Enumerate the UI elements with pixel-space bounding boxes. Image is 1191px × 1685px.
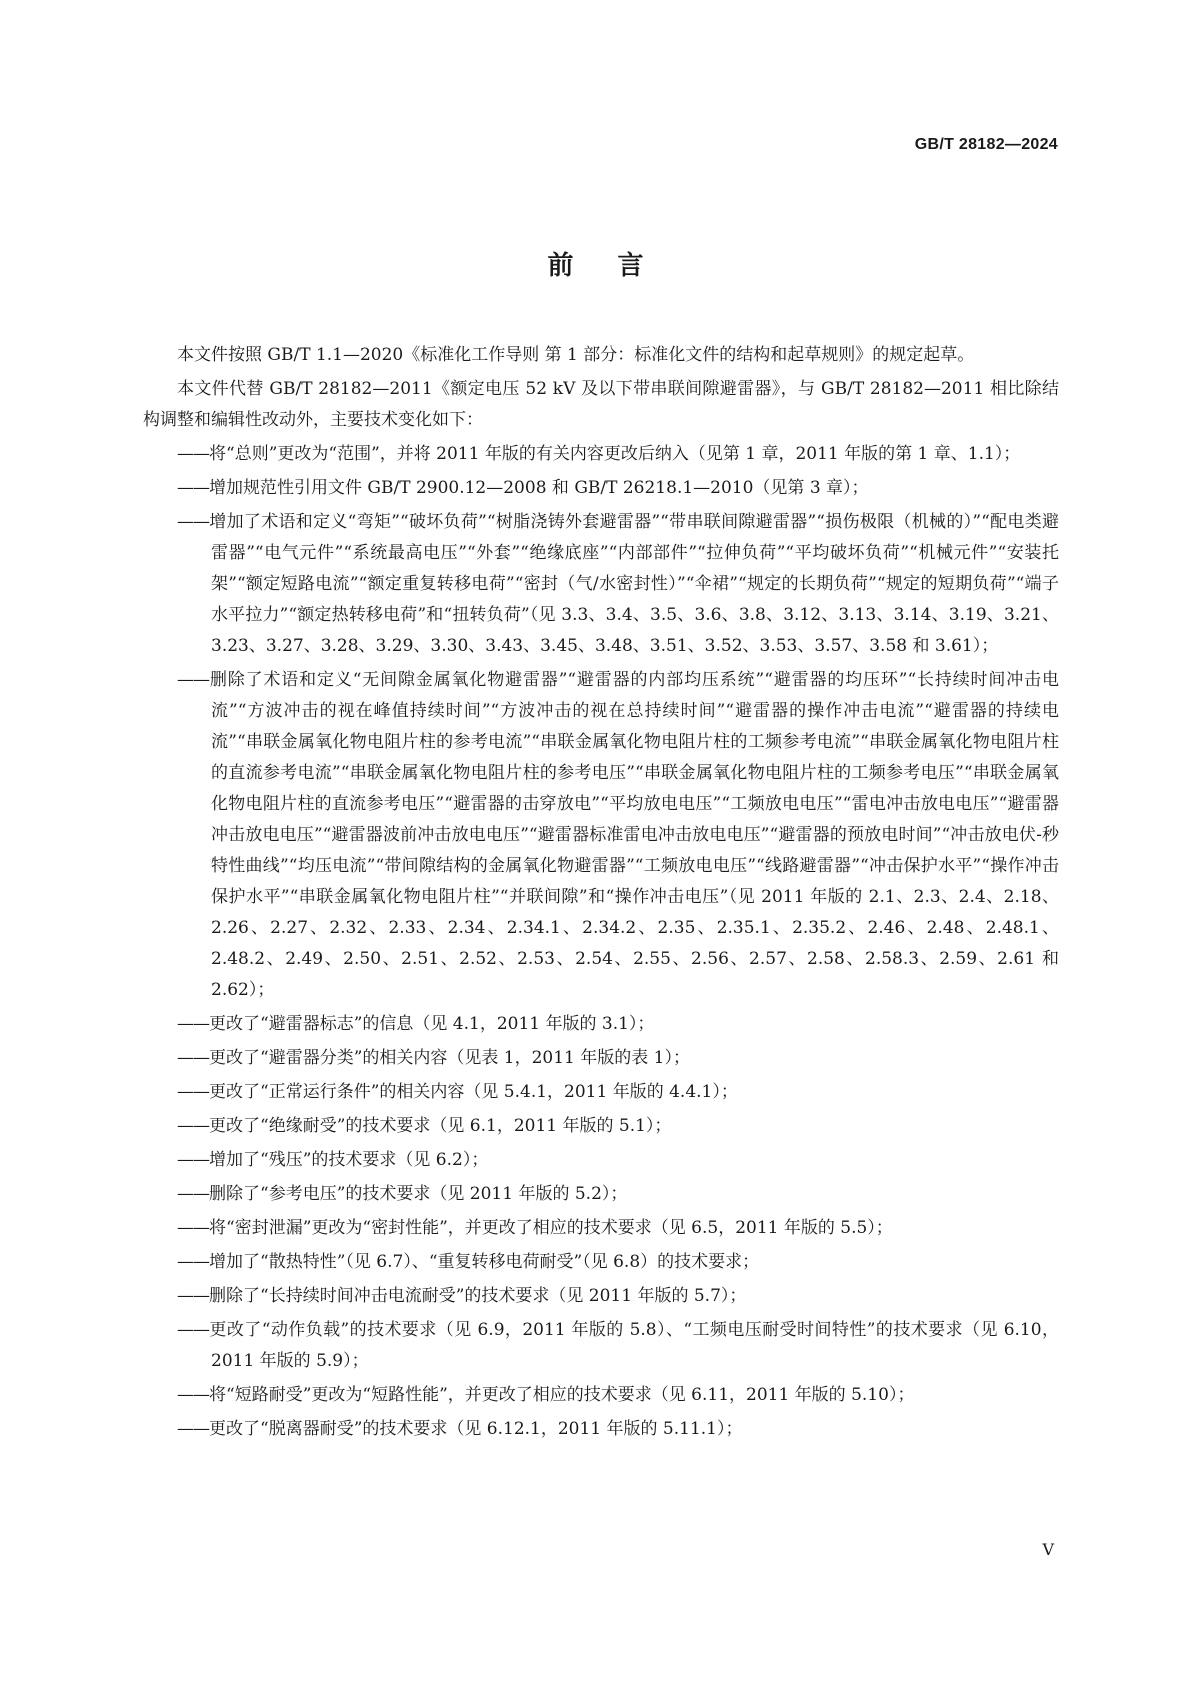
change-item	[143, 1111, 1059, 1142]
change-item-text: 更改了“避雷器分类”的相关内容（见表 1，2011 年版的表 1）；	[209, 1048, 690, 1068]
change-item-text: 增加了“散热特性”（见 6.7）、“重复转移电荷耐受”（见 6.8）的技术要求；	[209, 1252, 760, 1272]
change-item	[143, 1380, 1059, 1411]
change-item	[143, 507, 1059, 662]
dash-marker: ——	[177, 670, 209, 690]
document-id: GB/T 28182—2024	[914, 136, 1058, 153]
change-item-text: 更改了“避雷器标志”的信息（见 4.1，2011 年版的 3.1）；	[209, 1014, 655, 1034]
page-title: 前言	[547, 251, 688, 281]
paragraph-replacement-note: 本文件代替 GB/T 28182—2011《额定电压 52 kV 及以下带串联间隙避雷器》，与 GB/T 28182—2011 相比除结构调整和编辑性改动外，主要技术变化如下：	[143, 379, 1059, 430]
change-item-text: 将“总则”更改为“范围”，并将 2011 年版的有关内容更改后纳入（见第 1 章，2011 年版的第 1 章、1.1）；	[209, 444, 1021, 464]
foreword-body	[143, 340, 1059, 1448]
dash-marker: ——	[177, 1014, 209, 1034]
change-item	[143, 1179, 1059, 1210]
dash-marker: ——	[177, 1320, 209, 1340]
change-item-text: 更改了“脱离器耐受”的技术要求（见 6.12.1，2011 年版的 5.11.1）；	[209, 1419, 743, 1439]
change-item-text: 增加了术语和定义“弯矩”“破坏负荷”“树脂浇铸外套避雷器”“带串联间隙避雷器”“损伤极限（机械的）”“配电类避雷器”“电气元件”“系统最高电压”“外套”“绝缘底座”“内部部件”“拉伸负荷”“平均破坏负荷”“机械元件”“安装托架”“额定短路电流”“额定重复转移电荷”“密封（气/水密封性）”“伞裙”“规定的长期负荷”“规定的短期负荷”“端子水平拉力”“额定热转移电荷”和“扭转负荷”（见 3.3、3.4、3.5、3.6、3.8、3.12、3.13、3.14、3.19、3.21、3.23、3.27、3.28、3.29、3.30、3.43、3.45、3.48、3.51、3.52、3.53、3.57、3.58 和 3.61）；	[209, 512, 1059, 656]
change-item-text: 删除了“参考电压”的技术要求（见 2011 年版的 5.2）；	[209, 1184, 628, 1204]
change-item-text: 更改了“动作负载”的技术要求（见 6.9，2011 年版的 5.8）、“工频电压耐受时间特性”的技术要求（见 6.10，2011 年版的 5.9）；	[209, 1320, 1059, 1371]
dash-marker: ——	[177, 512, 209, 532]
dash-marker: ——	[177, 1419, 209, 1439]
page-number: V	[1042, 1540, 1054, 1559]
change-item	[143, 1247, 1059, 1278]
dash-marker: ——	[177, 1150, 209, 1170]
change-item-text: 删除了“长持续时间冲击电流耐受”的技术要求（见 2011 年版的 5.7）；	[209, 1286, 747, 1306]
dash-marker: ——	[177, 1218, 209, 1238]
change-item-text: 增加规范性引用文件 GB/T 2900.12—2008 和 GB/T 26218.1—2010（见第 3 章）；	[209, 478, 869, 498]
change-item	[143, 1281, 1059, 1312]
dash-marker: ——	[177, 1048, 209, 1068]
change-item	[143, 473, 1059, 504]
change-item	[143, 1213, 1059, 1244]
change-item	[143, 439, 1059, 470]
change-item-text: 将“短路耐受”更改为“短路性能”，并更改了相应的技术要求（见 6.11，2011 年版的 5.10）；	[209, 1385, 915, 1405]
change-item	[143, 1077, 1059, 1108]
change-item-text: 删除了术语和定义“无间隙金属氧化物避雷器”“避雷器的内部均压系统”“避雷器的均压环”“长持续时间冲击电流”“方波冲击的视在峰值持续时间”“方波冲击的视在总持续时间”“避雷器的操作冲击电流”“避雷器的持续电流”“串联金属氧化物电阻片柱的参考电流”“串联金属氧化物电阻片柱的工频参考电流”“串联金属氧化物电阻片柱的直流参考电流”“串联金属氧化物电阻片柱的参考电压”“串联金属氧化物电阻片柱的工频参考电压”“串联金属氧化物电阻片柱的直流参考电压”“避雷器的击穿放电”“平均放电电压”“工频放电电压”“雷电冲击放电电压”“避雷器冲击放电电压”“避雷器波前冲击放电电压”“避雷器标准雷电冲击放电电压”“避雷器的预放电时间”“冲击放电伏-秒特性曲线”“均压电流”“带间隙结构的金属氧化物避雷器”“工频放电电压”“线路避雷器”“冲击保护水平”“操作冲击保护水平”“串联金属氧化物电阻片柱”“并联间隙”和“操作冲击电压”（见 2011 年版的 2.1、2.3、2.4、2.18、2.26、2.27、2.32、2.33、2.34、2.34.1、2.34.2、2.35、2.35.1、2.35.2、2.46、2.48、2.48.1、2.48.2、2.49、2.50、2.51、2.52、2.53、2.54、2.55、2.56、2.57、2.58、2.58.3、2.59、2.61 和 2.62）；	[209, 670, 1059, 1000]
dash-marker: ——	[177, 1385, 209, 1405]
dash-marker: ——	[177, 1116, 209, 1136]
change-item	[143, 1043, 1059, 1074]
change-item	[143, 1009, 1059, 1040]
change-item	[143, 665, 1059, 1006]
change-item	[143, 1315, 1059, 1377]
change-item-text: 将“密封泄漏”更改为“密封性能”，并更改了相应的技术要求（见 6.5，2011 年版的 5.5）；	[209, 1218, 893, 1238]
dash-marker: ——	[177, 1286, 209, 1306]
dash-marker: ——	[177, 478, 209, 498]
change-item-text: 更改了“绝缘耐受”的技术要求（见 6.1，2011 年版的 5.1）；	[209, 1116, 672, 1136]
change-item	[143, 1414, 1059, 1445]
paragraph-drafting-rules: 本文件按照 GB/T 1.1—2020《标准化工作导则 第 1 部分：标准化文件的结构和起草规则》的规定起草。	[177, 345, 975, 365]
dash-marker: ——	[177, 444, 209, 464]
change-item	[143, 1145, 1059, 1176]
dash-marker: ——	[177, 1184, 209, 1204]
change-item-text: 更改了“正常运行条件”的相关内容（见 5.4.1，2011 年版的 4.4.1）；	[209, 1082, 738, 1102]
change-item-text: 增加了“残压”的技术要求（见 6.2）；	[209, 1150, 489, 1170]
dash-marker: ——	[177, 1252, 209, 1272]
dash-marker: ——	[177, 1082, 209, 1102]
